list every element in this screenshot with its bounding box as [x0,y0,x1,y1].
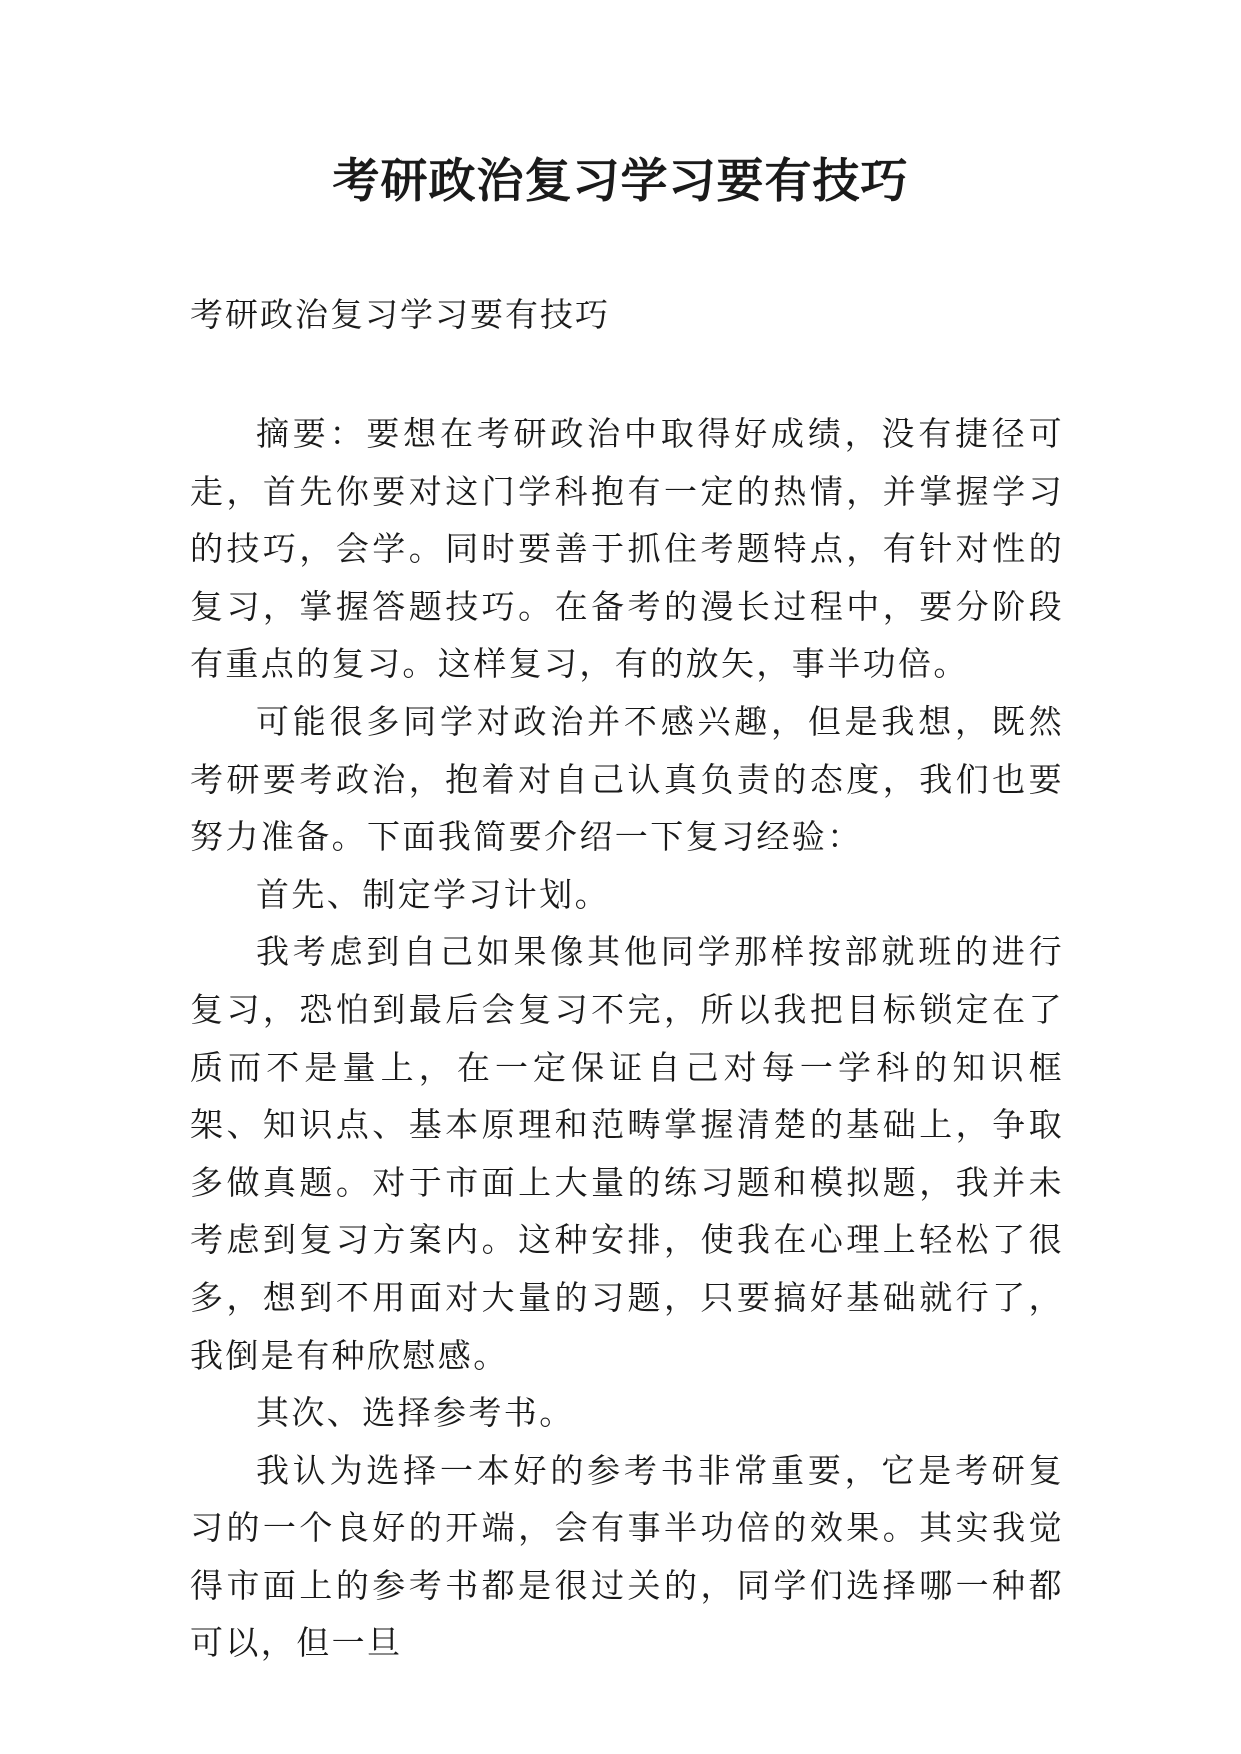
document-subtitle: 考研政治复习学习要有技巧 [190,295,610,334]
paragraph-heading-books: 其次、选择参考书。 [256,1393,575,1433]
paragraph-plan: 我考虑到自己如果像其他同学那样按部就班的进行复习，恐怕到最后会复习不完，所以我把目标锁定在了质而不是量上，在一定保证自己对每一学科的知识框架、知识点、基本原理和范畴掌握清楚的基础上，争取多做真题。对于市面上大量的练习题和模拟题，我并未考虑到复习方案内。这种安排，使我在心理上轻松了很多，想到不用面对大量的习题，只要搞好基础就行了，我倒是有种欣慰感。 [190,932,1064,1375]
page-title: 考研政治复习学习要有技巧 [332,154,909,209]
paragraph-books: 我认为选择一本好的参考书非常重要，它是考研复习的一个良好的开端，会有事半功倍的效果。其实我觉得市面上的参考书都是很过关的，同学们选择哪一种都可以，但一旦 [190,1450,1064,1663]
paragraph-intro: 可能很多同学对政治并不感兴趣，但是我想，既然考研要考政治，抱着对自己认真负责的态度，我们也要努力准备。下面我简要介绍一下复习经验： [190,701,1064,857]
paragraph-heading-plan: 首先、制定学习计划。 [256,874,610,914]
paragraph-abstract: 摘要：要想在考研政治中取得好成绩，没有捷径可走，首先你要对这门学科抱有一定的热情，并掌握学习的技巧，会学。同时要善于抓住考题特点，有针对性的复习，掌握答题技巧。在备考的漫长过程中，要分阶段有重点的复习。这样复习，有的放矢，事半功倍。 [190,414,1064,684]
document-body [190,405,1064,1672]
